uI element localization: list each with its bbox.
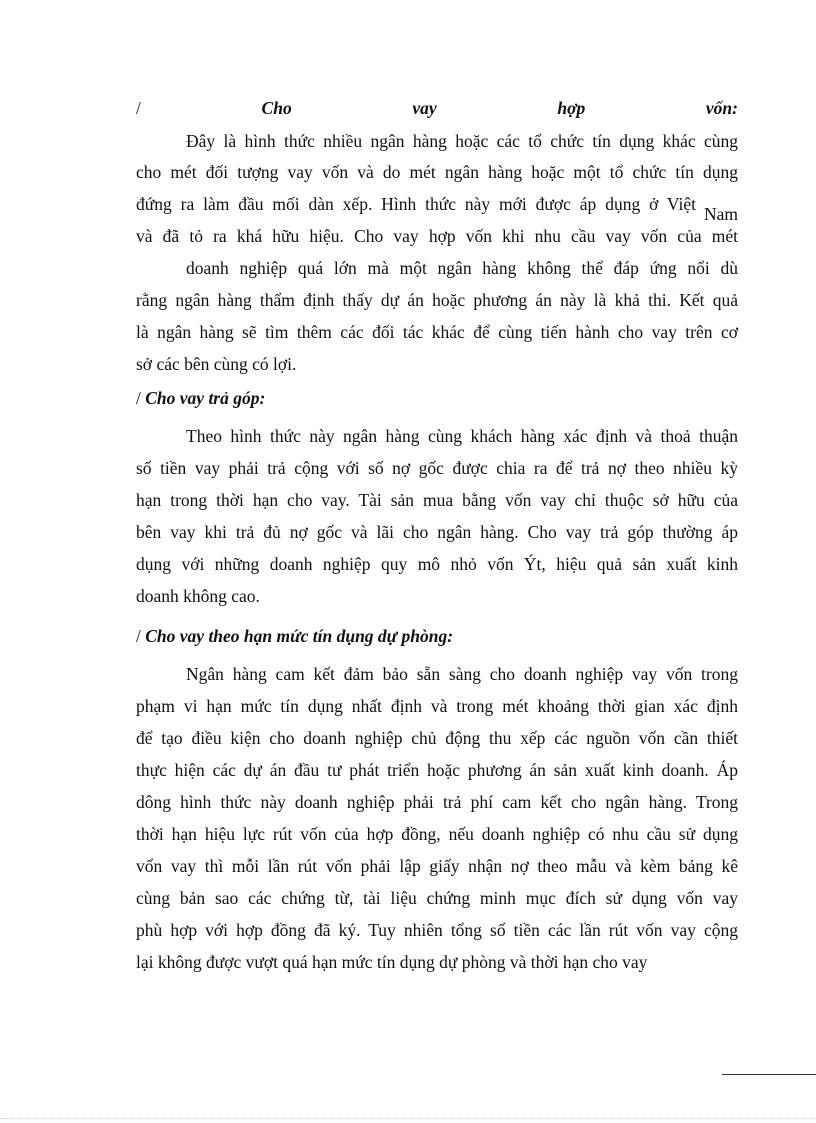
paragraph-line: Ngân hàng cam kết đảm bảo sẵn sàng cho doanh nghiệp vay vốn trong bbox=[186, 664, 738, 684]
paragraph-line: bên vay khi trả đủ nợ gốc và lãi cho ngân hàng. Cho vay trả góp thường áp bbox=[136, 522, 738, 542]
paragraph-line: phù hợp với hợp đồng đã ký. Tuy nhiên tổng số tiền các lần rút vốn vay cộng bbox=[136, 920, 738, 940]
section-heading-han-muc-du-phong bbox=[136, 624, 738, 648]
heading-slash: / bbox=[136, 626, 141, 646]
heading-word: Cho bbox=[261, 98, 292, 118]
paragraph-line: sở các bên cùng có lợi. bbox=[136, 354, 297, 374]
heading-slash: / bbox=[136, 98, 141, 118]
paragraph-line: Theo hình thức này ngân hàng cùng khách hàng xác định và thoả thuận bbox=[186, 426, 738, 446]
heading-word: vay bbox=[412, 98, 437, 118]
paragraph-line: là ngân hàng sẽ tìm thêm các đối tác khác để cùng tiến hành cho vay trên cơ bbox=[136, 322, 738, 342]
section-heading-cho-vay-hop-von bbox=[136, 96, 738, 120]
heading-word: hợp bbox=[557, 98, 586, 118]
paragraph-line: rằng ngân hàng thẩm định thấy dự án hoặc phương án này là khả thi. Kết quả bbox=[136, 290, 738, 310]
heading-text: Cho vay theo hạn mức tín dụng dự phòng: bbox=[145, 626, 454, 646]
paragraph-line: phạm vi hạn mức tín dụng nhất định và trong mét khoảng thời gian xác định bbox=[136, 696, 738, 716]
paragraph-line-fragment: Nam bbox=[704, 204, 739, 224]
paragraph-line: vốn vay thì mỗi lần rút vốn phải lập giấy nhận nợ theo mẫu và kèm bảng kê bbox=[136, 856, 738, 876]
paragraph-line: doanh không cao. bbox=[136, 586, 260, 606]
paragraph-line: cùng bản sao các chứng từ, tài liệu chứng minh mục đích sử dụng vốn vay bbox=[136, 888, 738, 908]
paragraph-line: Đây là hình thức nhiều ngân hàng hoặc các tổ chức tín dụng khác cùng bbox=[186, 131, 738, 151]
paragraph-line: để tạo điều kiện cho doanh nghiệp chủ động thu xếp các nguồn vốn cần thiết bbox=[136, 728, 738, 748]
heading-word: vốn: bbox=[705, 98, 738, 118]
paragraph-line: dụng với những doanh nghiệp quy mô nhỏ vốn Ýt, hiệu quả sản xuất kinh bbox=[136, 554, 738, 574]
paragraph-line: thời hạn hiệu lực rút vốn của hợp đồng, nếu doanh nghiệp có nhu cầu sử dụng bbox=[136, 824, 738, 844]
paragraph-line: và đã tỏ ra khá hữu hiệu. Cho vay hợp vốn khi nhu cầu vay vốn của mét bbox=[136, 226, 738, 246]
paragraph-line: thực hiện các dự án đầu tư phát triển hoặc phương án sản xuất kinh doanh. Áp bbox=[136, 760, 738, 780]
paragraph-line: dông hình thức này doanh nghiệp phải trả phí cam kết cho ngân hàng. Trong bbox=[136, 792, 738, 812]
heading-slash: / bbox=[136, 388, 141, 408]
paragraph-line: doanh nghiệp quá lớn mà một ngân hàng không thể đáp ứng nổi dù bbox=[186, 258, 738, 278]
heading-text: Cho vay trả góp: bbox=[145, 388, 266, 408]
paragraph-line: số tiền vay phải trả cộng với số nợ gốc được chia ra để trả nợ theo nhiều kỳ bbox=[136, 458, 738, 478]
footnote-separator bbox=[722, 1074, 816, 1075]
page-bottom-border bbox=[0, 1118, 816, 1120]
paragraph-line: lại không được vượt quá hạn mức tín dụng dự phòng và thời hạn cho vay bbox=[136, 952, 648, 972]
paragraph-line: hạn trong thời hạn cho vay. Tài sản mua bằng vốn vay chỉ thuộc sở hữu của bbox=[136, 490, 738, 510]
paragraph-line: cho mét đối tượng vay vốn và do mét ngân hàng hoặc một tổ chức tín dụng bbox=[136, 162, 738, 182]
section-heading-cho-vay-tra-gop bbox=[136, 386, 738, 410]
paragraph-line: đứng ra làm đầu mối dàn xếp. Hình thức này mới được áp dụng ở Việt bbox=[136, 194, 696, 214]
